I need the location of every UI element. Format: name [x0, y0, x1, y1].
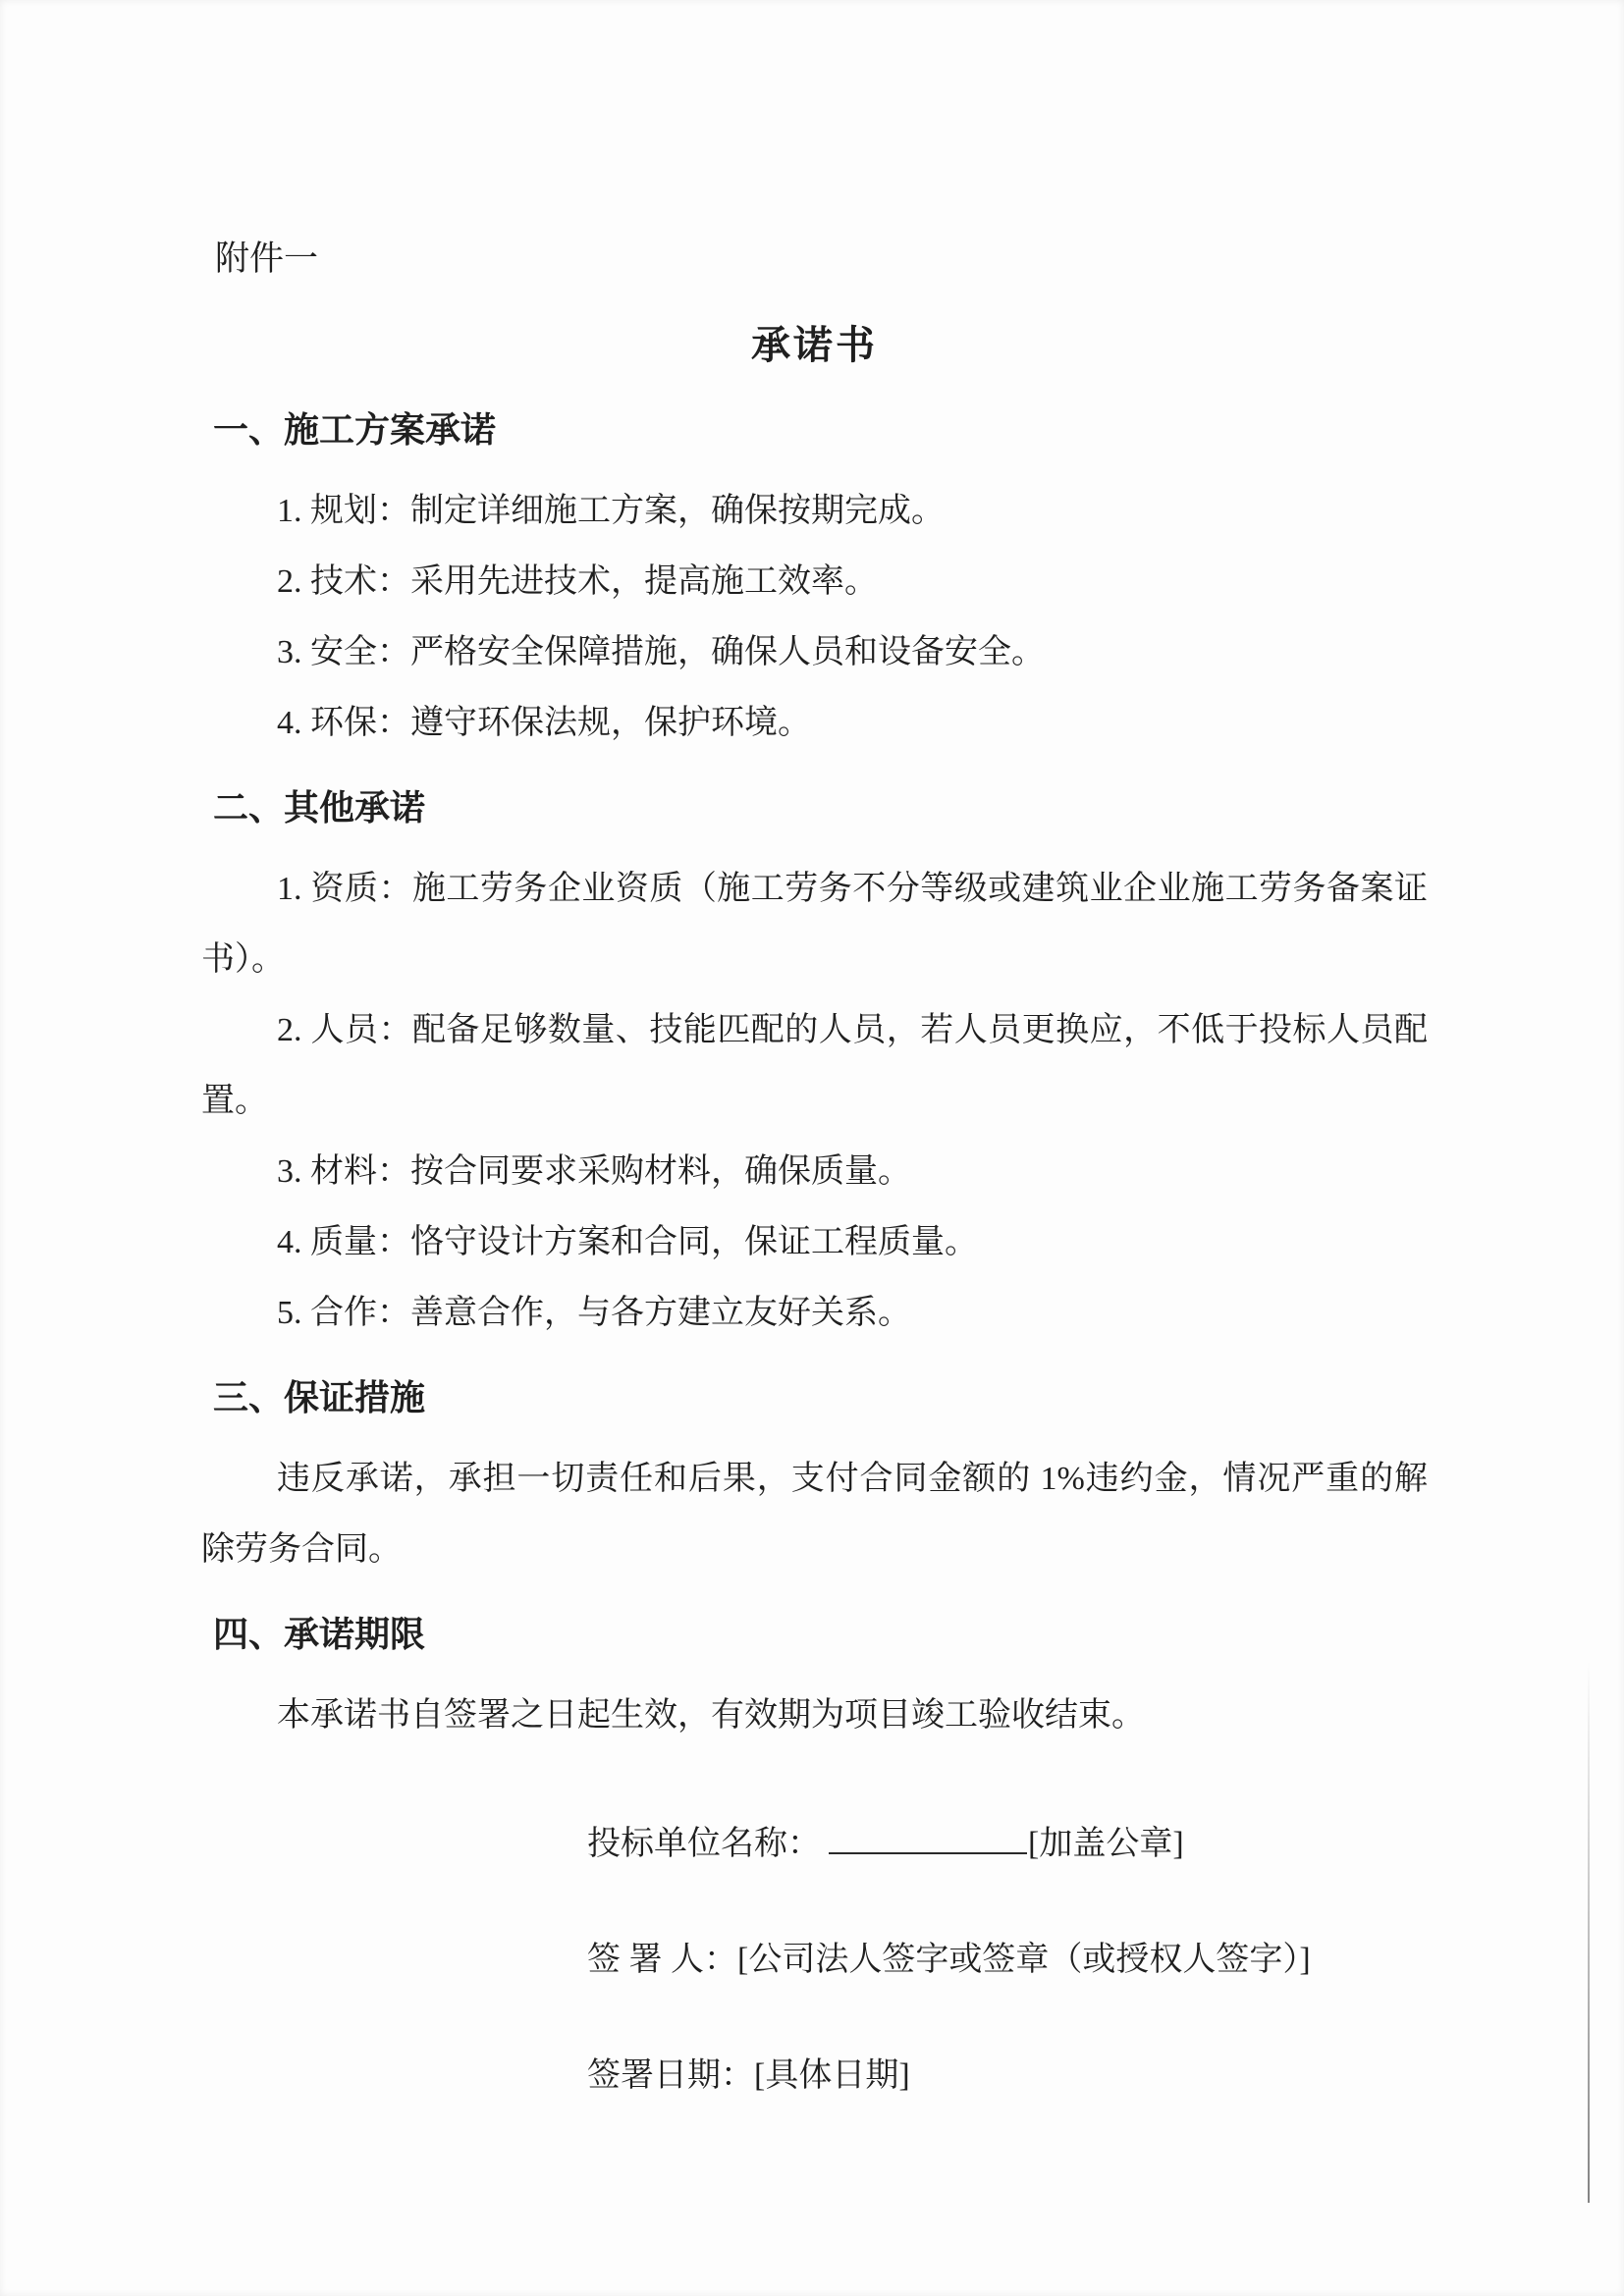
signer-value: [公司法人签字或签章（或授权人签字）]: [737, 1942, 1311, 1978]
list-item: 4. 质量：恪守设计方案和合同，保证工程质量。: [277, 1224, 978, 1260]
list-item: 1. 资质：施工劳务企业资质（施工劳务不分等级或建筑业企业施工劳务备案证书）。: [201, 871, 1428, 978]
signature-block: [587, 1809, 1428, 2111]
list-item: 3. 材料：按合同要求采购材料，确保质量。: [277, 1153, 911, 1190]
section-heading-construction-plan: 一、施工方案承诺: [213, 410, 497, 450]
bidder-name-label: 投标单位名称：: [587, 1826, 821, 1862]
section-paragraph: 违反承诺，承担一切责任和后果，支付合同金额的 1%违约金，情况严重的解除劳务合同。: [201, 1461, 1428, 1568]
list-item: 2. 技术：采用先进技术，提高施工效率。: [277, 563, 878, 600]
list-item: 3. 安全：严格安全保障措施，确保人员和设备安全。: [277, 634, 1045, 670]
section-heading-other-commitments: 二、其他承诺: [213, 788, 426, 828]
list-item: 4. 环保：遵守环保法规，保护环境。: [277, 705, 811, 741]
bidder-name-row: [587, 1809, 1428, 1880]
page-title: 承诺书: [751, 323, 878, 367]
attachment-label: 附件一: [215, 240, 319, 278]
sign-date-label: 签署日期：: [587, 2057, 754, 2094]
signer-label: 签 署 人：: [587, 1942, 737, 1978]
signer-row: [587, 1925, 1428, 1996]
section-heading-guarantee-measures: 三、保证措施: [213, 1378, 426, 1417]
sign-date-row: [587, 2041, 1428, 2111]
scan-artifact-line: [1588, 1661, 1590, 2203]
fill-in-blank: [829, 1823, 1027, 1854]
list-item: 5. 合作：善意合作，与各方建立友好关系。: [277, 1295, 911, 1331]
bidder-name-value: [加盖公章]: [1028, 1826, 1184, 1862]
sign-date-value: [具体日期]: [754, 2057, 910, 2094]
section-heading-commitment-period: 四、承诺期限: [213, 1615, 426, 1654]
section-paragraph: 本承诺书自签署之日起生效，有效期为项目竣工验收结束。: [277, 1697, 1145, 1734]
list-item: 1. 规划：制定详细施工方案，确保按期完成。: [277, 493, 945, 529]
list-item: 2. 人员：配备足够数量、技能匹配的人员，若人员更换应，不低于投标人员配置。: [201, 1012, 1428, 1119]
